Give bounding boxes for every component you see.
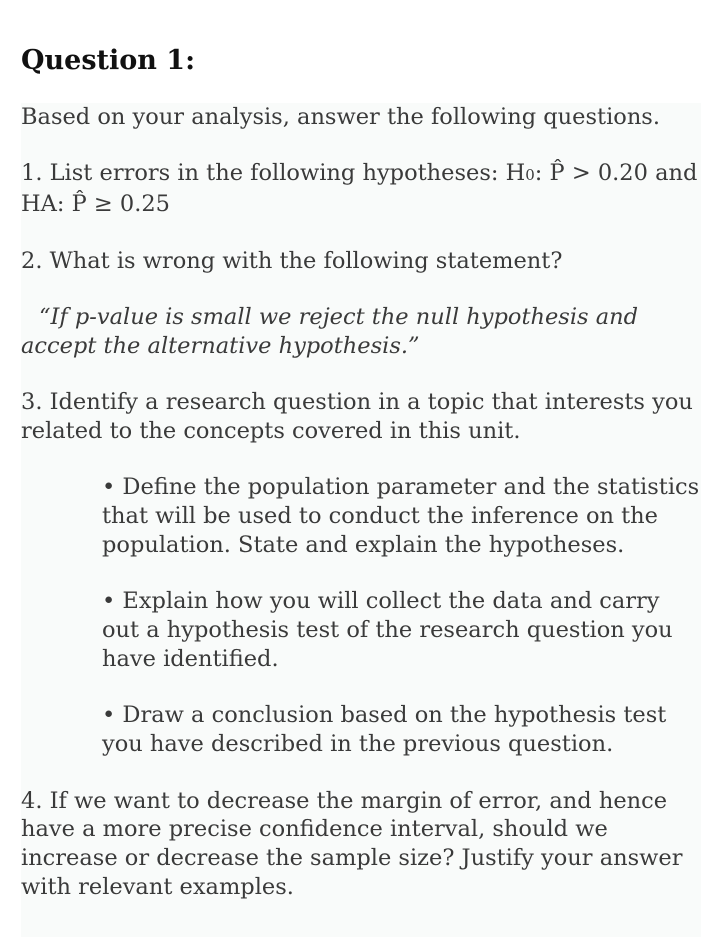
question-2-quote-text: “If p-value is small we reject the null hypothesis and accept the alternative hypothesis.” [21, 303, 639, 359]
question-3: 3. Identify a research question in a topic that interests you related to the concepts covered in this unit. [21, 389, 693, 444]
question-1-text-c: HA: P̂ ≥ 0.25 [21, 191, 170, 218]
question-3-bullets [102, 473, 709, 759]
bullet-item: • Define the population parameter and the statistics that will be used to conduct the inference on the population. State and explain the hypotheses. [102, 474, 700, 558]
h0-subscript: 0 [525, 166, 535, 185]
question-4: 4. If we want to decrease the margin of error, and hence have a more precise confidence interval, should we increase or decrease the sample size? Justify your answer with relevant examples. [21, 787, 683, 900]
bullet-item: • Explain how you will collect the data and carry out a hypothesis test of the research question you have identified. [102, 588, 673, 672]
question-1-text-a: 1. List errors in the following hypotheses: H [21, 160, 526, 187]
question-title: Question 1: [21, 45, 196, 76]
intro-paragraph: Based on your analysis, answer the following questions. [21, 104, 661, 130]
question-2: 2. What is wrong with the following statement? [21, 247, 563, 274]
question-2-quote [21, 303, 701, 361]
question-body [21, 103, 701, 937]
question-1 [21, 159, 701, 219]
bullet-item: • Draw a conclusion based on the hypothesis test you have described in the previous question. [102, 702, 667, 758]
question-1-text-b: : P̂ > 0.20 and [534, 160, 698, 187]
